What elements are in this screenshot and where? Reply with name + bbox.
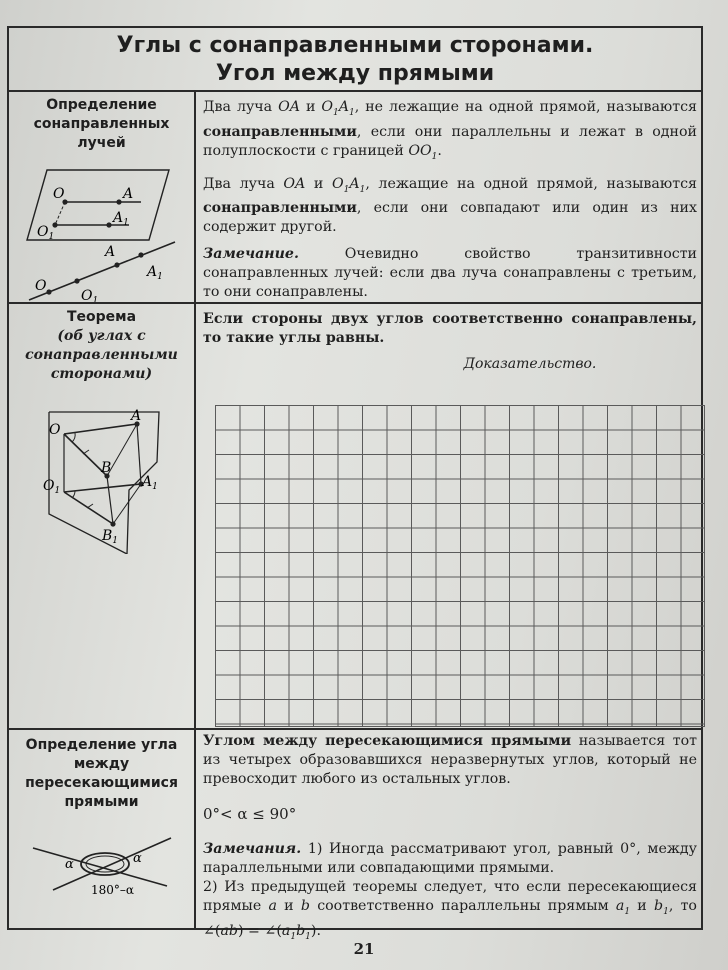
page-number: 21 [353,940,375,958]
section-2-left [9,304,196,728]
theorem-title: Теорема [66,309,137,325]
theorem-statement: Если стороны двух углов соответственно сонаправлены, то такие углы равны. [203,311,697,346]
label-o: O [53,186,65,202]
section-3-left [9,730,196,930]
label-alpha-left: α [65,857,74,872]
label-a: A [131,408,142,424]
segment-a1b1 [113,484,141,524]
tick-2 [87,504,93,508]
intersecting-lines-figure [9,834,194,914]
label-alpha-right: α [133,851,142,866]
section-2-text [203,310,697,372]
proof-label: Доказательство. [463,356,597,372]
codirected-remark: Замечание. Очевидно свойство транзитивности сонаправленных лучей: если два луча сонаправлены с третьим, то они сонаправлены. [203,246,697,301]
label-o1: $O_1$ [43,478,61,496]
label-o1-2: $O_1$ [81,288,99,302]
ray-oa [64,424,137,434]
section-1-title: Определение сонаправленных лучей [33,97,170,151]
point-b1 [110,521,115,526]
label-supplementary: 180°–α [91,883,135,897]
label-a-2: A [105,244,116,260]
label-o-2: O [35,278,47,294]
segment-ab [107,424,137,476]
segment-bb1 [107,476,113,524]
section-1-text [203,98,697,302]
segment-aa1 [137,424,141,484]
title-line-2: Угол между прямыми [215,61,495,86]
label-a1: $A_1$ [113,210,129,228]
label-b: B [101,460,112,476]
ray-o1b1 [64,492,113,524]
angle-remark-1: Замечания. 1) Иногда рассматривают угол, равный 0°, между параллельными или совпадающими прямыми. [203,841,697,876]
angle-range-formula: 0°< α ≤ 90° [203,805,297,823]
label-a1: $A_1$ [142,474,158,492]
angle-remark-2: 2) Из предыдущей теоремы следует, что если пересекающиеся прямые a и b соответственно параллельны прямым $a_1$ и $b_1$, то ∠(ab) = $\angle(a_1b_1)$. [203,879,697,942]
section-1-left [9,92,196,302]
page-title [9,28,701,92]
codirected-definition-2: Два луча OA и $O_1A_1$, лежащие на одной прямой, называются сонаправленными, если они совпадают или один из них содержит другой. [203,175,697,236]
label-b1: $B_1$ [102,528,119,546]
theorem-subtitle: (об углах с сонаправленными сторонами) [25,328,178,382]
section-3-text [203,732,697,947]
section-theorem [9,304,701,730]
title-line-1: Углы с сонаправленными сторонами. [116,33,594,58]
section-angle-between-lines [9,730,701,942]
label-o: O [49,422,61,438]
codirected-definition-1: Два луча OA и $O_1A_1$, не лежащие на одной прямой, называются сонаправленными, если они параллельны и лежат в одной полуплоскости с границей $OO_1$. [203,99,698,162]
angle-definition-title: Определение угла между пересекающимися прямыми [25,737,178,810]
point-a-2 [114,262,119,267]
label-o1: $O_1$ [37,224,55,242]
codirected-rays-figure [9,152,194,302]
angle-definition: Углом между пересекающимися прямыми называется тот из четырех образовавшихся неразвернутых углов, который не превосходит любого из остальных углов. [203,733,698,787]
point-o1 [52,222,57,227]
point-o-2 [46,289,51,294]
segment-oo1 [55,202,65,225]
point-a1-2 [138,252,143,257]
label-a: A [123,186,134,202]
theorem-figure [9,404,194,554]
angle-arc-o [72,433,75,442]
section-codirected-rays [9,92,701,304]
proof-grid[interactable] [215,405,705,727]
angle-arc-o1 [72,491,75,498]
point-a [116,199,121,204]
content-frame [7,26,703,942]
label-a1-2: $A_1$ [147,264,163,282]
point-o1-2 [74,278,79,283]
tick-1 [83,450,89,454]
point-a1 [106,222,111,227]
